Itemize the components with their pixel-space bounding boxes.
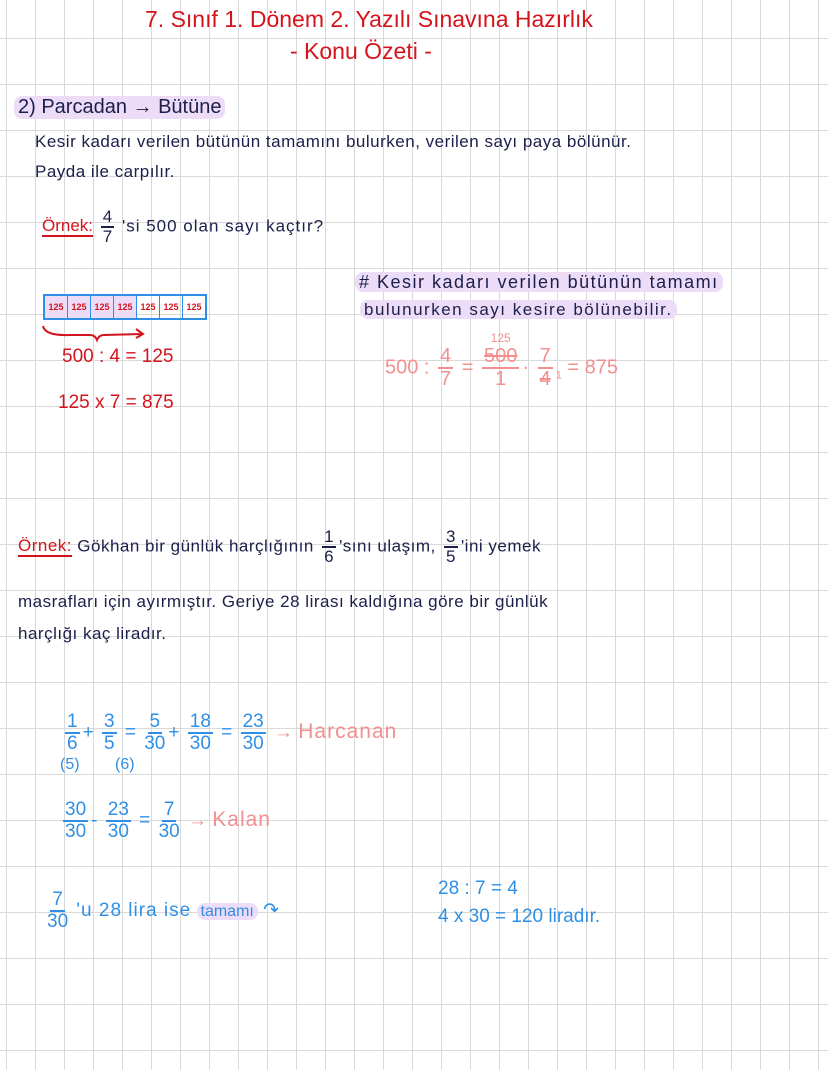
bar-cell: 125 — [114, 296, 137, 318]
fraction-bar-model — [43, 294, 207, 320]
step-2: 125 x 7 = 875 — [58, 392, 174, 413]
example-1-prompt — [42, 208, 324, 246]
example-2-line-2: masrafları için ayırmıştır. Geriye 28 lirası kaldığına göre bir günlük — [18, 592, 549, 611]
alt-method: 500 : $\frac{4}{7}$ = 125 500 1 · $\frac{7}{4}$ $_1$ = 875 — [385, 331, 619, 390]
step-1: 500 : 4 = 125 — [62, 346, 174, 367]
section-heading: 2) Parcadan → Bütüne — [14, 96, 225, 119]
example-2-line-3: harçlığı kaç liradır. — [18, 624, 167, 643]
page-title: 7. Sınıf 1. Dönem 2. Yazılı Sınavına Hazırlık — [145, 6, 593, 32]
calc-2: 4 x 30 = 120 liradır. — [438, 906, 601, 927]
sum-equation: $\frac{1}{6}$ + $\frac{3}{5}$ = $\frac{5}{30}$ + $\frac{18}{30}$ = $\frac{23}{30}$ → Harcanan — [67, 711, 398, 754]
fraction: $\frac{4}{7}$ — [102, 207, 113, 246]
rule-line-1: Kesir kadarı verilen bütünün tamamını bulurken, verilen sayı paya bölünür. — [35, 132, 632, 151]
page-subtitle: - Konu Özeti - — [290, 38, 432, 64]
bar-cell: 125 — [91, 296, 114, 318]
final-statement: $\frac{7}{30}$ 'u 28 lira ise tamamı ↷ — [47, 889, 280, 932]
rule-line-2: Payda ile carpılır. — [35, 162, 175, 181]
example-question: 'si 500 olan sayı kaçtır? — [121, 216, 325, 236]
example-label: Örnek: — [18, 536, 73, 556]
bar-cell: 125 — [68, 296, 91, 318]
note-line-2: bulunurken sayı kesire bölünebilir. — [360, 300, 677, 320]
multiplier-5: (5) — [60, 756, 80, 773]
multiplier-6: (6) — [115, 756, 135, 773]
example-2-line-1: Örnek: Gökhan bir günlük harçlığının $\frac{1}{6}$ 'sını ulaşım, $\frac{3}{5}$ 'ini yemek — [18, 527, 541, 566]
bar-cell: 125 — [160, 296, 183, 318]
bar-cell: 125 — [45, 296, 68, 318]
note-line-1: # Kesir kadarı verilen bütünün tamamı — [355, 272, 723, 293]
calc-1: 28 : 7 = 4 — [438, 878, 518, 899]
example-label: Örnek: — [42, 216, 94, 236]
bar-cell: 125 — [186, 302, 202, 312]
difference-equation: $\frac{30}{30}$ - $\frac{23}{30}$ = $\frac{7}{30}$ → Kalan — [65, 799, 271, 842]
brace-arrow-icon — [40, 322, 150, 344]
bar-cell: 125 — [137, 296, 160, 318]
